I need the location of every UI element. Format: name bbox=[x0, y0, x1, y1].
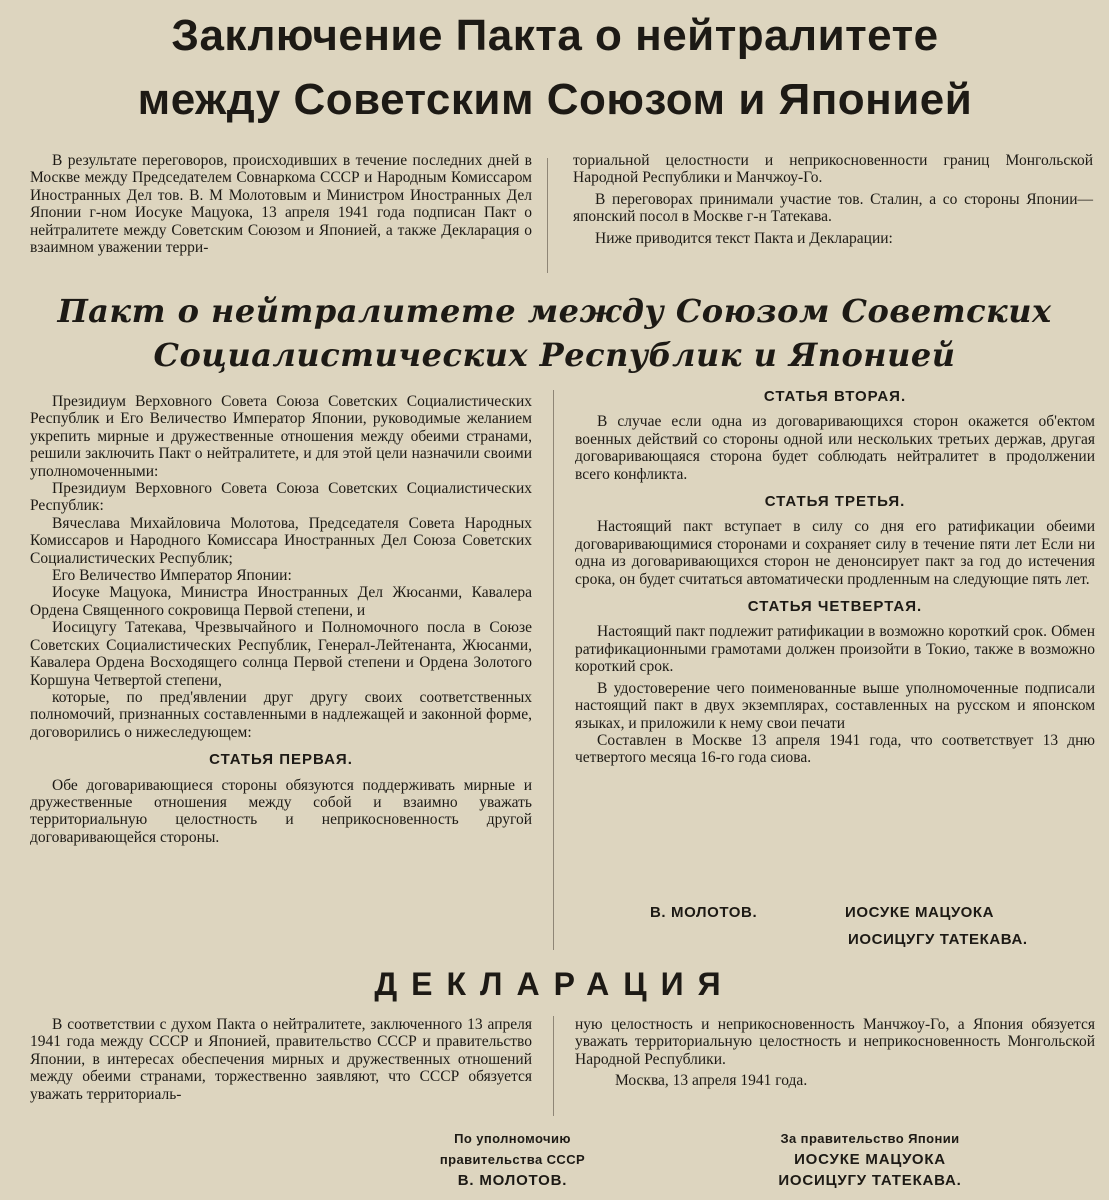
article-2-title: СТАТЬЯ ВТОРАЯ. bbox=[763, 388, 907, 405]
intro-right-p2: В переговорах принимали участие тов. Сталин, а со стороны Японии—японский посол в Москве г-н Татекава. bbox=[573, 190, 1093, 226]
pact-matsuoka: Иосуке Мацуока, Министра Иностранных Дел Жюсанми, Кавалера Ордена Священного сокровища Первой степени, и bbox=[30, 584, 532, 619]
article-4-title: СТАТЬЯ ЧЕТВЕРТАЯ. bbox=[747, 598, 923, 616]
article-4-text: Настоящий пакт подлежит ратификации в возможно короткий срок. Обмен ратификационными грамотами должен произойти в Токио, также в возможно короткий срок. bbox=[575, 623, 1095, 676]
pact-title-line-2: Социалистических Республик и Японией bbox=[153, 336, 956, 374]
japan-signature-block bbox=[735, 1128, 1005, 1191]
declaration-place-date: Москва, 13 апреля 1941 года. bbox=[615, 1072, 808, 1090]
pact-emperor: Его Величество Император Японии: bbox=[52, 567, 292, 585]
ussr-signatory-name: В. МОЛОТОВ. bbox=[457, 1172, 568, 1189]
signature-matsuoka: ИОСУКЕ МАЦУОКА bbox=[845, 904, 995, 921]
ussr-signature-block bbox=[405, 1128, 620, 1191]
witness-text: В удостоверение чего поименованные выше уполномоченные подписали настоящий пакт в двух экземплярах, составленных на русском и японском языках, и приложили к нему свои печати bbox=[575, 679, 1095, 732]
pact-molotov: Вячеслава Михайловича Молотова, Председателя Совета Народных Комиссаров и Народного Комиссара Иностранных Дел Союза Советских Социалистических Республик; bbox=[30, 514, 532, 567]
headline-line-2: между Советским Союзом и Японией bbox=[137, 75, 973, 124]
japan-signatory-2: ИОСИЦУГУ ТАТЕКАВА. bbox=[778, 1172, 962, 1189]
pact-credentials: которые, по пред'явлении друг другу своих соответственных полномочий, признанных составленными в надлежащей и законной форме, договорились о нижеследующем: bbox=[30, 688, 532, 741]
article-3-title: СТАТЬЯ ТРЕТЬЯ. bbox=[764, 493, 906, 511]
pact-left-column bbox=[30, 393, 532, 846]
article-3-text: Настоящий пакт вступает в силу со дня его ратификации обеими договаривающимися сторонами и сохраняет силу в течение пяти лет Если ни одна из договаривающихся сторон не денонсирует пакт за год до истечения срока, он будет считаться автоматически продленным на следующие пять лет. bbox=[575, 518, 1095, 588]
pact-title-line-1: Пакт о нейтралитете между Союзом Советских bbox=[57, 292, 1052, 330]
composed-text: Составлен в Москве 13 апреля 1941 года, что соответствует 13 дню четвертого месяца 16-го года сиова. bbox=[575, 731, 1095, 767]
headline-line-1: Заключение Пакта о нейтралитете bbox=[171, 11, 939, 60]
declaration-left-column bbox=[30, 1016, 532, 1103]
japan-authority-line: За правительство Японии bbox=[780, 1131, 960, 1146]
japan-signatory-1: ИОСУКЕ МАЦУОКА bbox=[794, 1151, 946, 1168]
article-1-title: СТАТЬЯ ПЕРВАЯ. bbox=[209, 751, 353, 769]
signature-molotov: В. МОЛОТОВ. bbox=[650, 904, 758, 921]
column-divider bbox=[553, 1016, 554, 1116]
article-2-text: В случае если одна из договаривающихся сторон окажется об'ектом военных действий со стороны одной или нескольких третьих держав, другая договаривающаяся сторона будет соблюдать нейтралитет в продолжении всего конфликта. bbox=[575, 413, 1095, 483]
column-divider bbox=[547, 158, 548, 273]
declaration-title: ДЕКЛАРАЦИЯ bbox=[374, 966, 735, 1002]
pact-tatekawa: Иосицугу Татекава, Чрезвычайного и Полномочного посла в Союзе Советских Социалистических Республик, Генерал-Лейтенанта, Жюсанми, Кавалера Ордена Восходящего солнца Первой степени и Ордена Золотого Коршуна Четвертой степени, bbox=[30, 619, 532, 689]
intro-left-column bbox=[30, 152, 532, 256]
ussr-authority-line-2: правительства СССР bbox=[439, 1152, 586, 1167]
ussr-authority-line-1: По уполномочию bbox=[454, 1131, 571, 1146]
article-1-text: Обе договаривающиеся стороны обязуются поддерживать мирные и дружественные отношения между собой и взаимно уважать территориальную целостность и неприкосновенность другой договаривающейся стороны. bbox=[30, 776, 532, 846]
pact-preamble: Президиум Верховного Совета Союза Советских Социалистических Республик и Его Величество Император Японии, руководимые желанием укрепить мирные и дружественные отношения между обеими странами, решили заключить Пакт о нейтралитете, и для этой цели назначили своими уполномоченными: bbox=[30, 393, 532, 480]
intro-right-p1: ториальной целостности и неприкосновенности границ Монгольской Народной Республики и Манчжоу-Го. bbox=[573, 152, 1093, 187]
pact-presidium: Президиум Верховного Совета Союза Советских Социалистических Республик: bbox=[30, 480, 532, 515]
column-divider bbox=[553, 390, 554, 950]
signature-tatekawa: ИОСИЦУГУ ТАТЕКАВА. bbox=[848, 931, 1028, 948]
intro-right-p3: Ниже приводится текст Пакта и Декларации: bbox=[595, 229, 893, 247]
declaration-right-text: ную целостность и неприкосновенность Манчжоу-Го, а Япония обязуется уважать территориальную целостность и неприкосновенность Монгольской Народной Республики. bbox=[575, 1016, 1095, 1068]
intro-right-column bbox=[573, 152, 1093, 247]
intro-left-text: В результате переговоров, происходивших в течение последних дней в Москве между Председателем Совнаркома СССР и Народным Комиссаром Иностранных Дел тов. В. М Молотовым и Министром Иностранных Дел Японии г-ном Иосуке Мацуока, 13 апреля 1941 года подписан Пакт о нейтралитете между Советским Союзом и Японией, а также Декларация о взаимном уважении терри- bbox=[30, 152, 532, 257]
pact-right-column bbox=[575, 384, 1095, 767]
declaration-right-column bbox=[575, 1016, 1095, 1090]
declaration-left-text: В соответствии с духом Пакта о нейтралитете, заключенного 13 апреля 1941 года между СССР и Японией, правительство СССР и правительство Японии, в интересах обеспечения мирных и дружественных отношений между обеими странами, торжественно заявляют, что СССР обязуется уважать территориаль- bbox=[30, 1016, 532, 1103]
